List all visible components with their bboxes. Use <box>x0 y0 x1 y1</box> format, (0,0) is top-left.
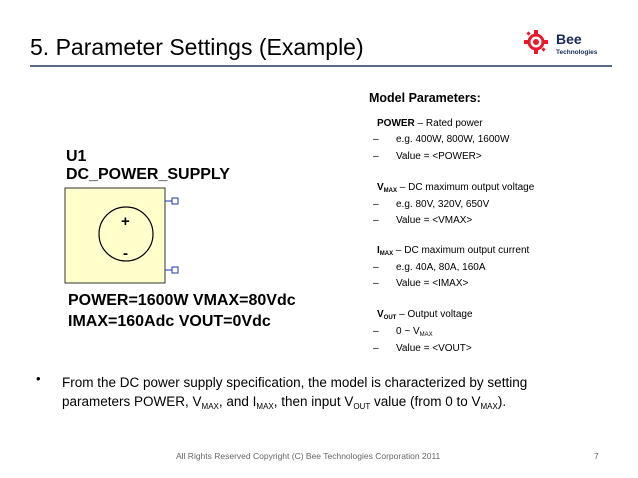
dash: – <box>417 118 424 129</box>
bullet-text: From the DC power supply specification, the model is characterized by setting parameters POWER, $V_{MAX}$, and $I_{MAX}$, then input $V_{OUT}$ value (from 0 to $V_{MAX}$). <box>62 375 528 411</box>
param-vout-range: – 0 ~ $V_{MAX}$ <box>373 326 433 338</box>
schematic-params-line2: IMAX=160Adc VOUT=0Vdc <box>68 313 271 330</box>
dc-power-supply-symbol <box>60 186 190 290</box>
bee-logo-icon <box>524 30 548 54</box>
param-imax-heading: $I_{MAX}$ – DC maximum output current <box>377 245 530 257</box>
title-divider <box>30 65 612 67</box>
param-imax-example: – e.g. 40A, 80A, 160A <box>373 262 486 273</box>
param-imax-desc: DC maximum output current <box>404 245 530 256</box>
param-vmax-desc: DC maximum output voltage <box>408 182 535 193</box>
bullet-marker: • <box>36 371 41 386</box>
param-vmax-example: – e.g. 80V, 320V, 650V <box>373 199 490 210</box>
schematic-part-name: DC_POWER_SUPPLY <box>66 166 230 183</box>
param-power-value: – Value = <POWER> <box>373 151 482 162</box>
pin-positive[interactable] <box>172 198 178 204</box>
logo-subtext: Technologies <box>556 49 598 56</box>
page-number: 7 <box>594 451 599 461</box>
model-parameters-heading: Model Parameters: <box>369 91 481 105</box>
footer-copyright: All Rights Reserved Copyright (C) Bee Technologies Corporation 2011 <box>176 451 441 461</box>
param-power-desc: Rated power <box>425 118 483 129</box>
logo-text: Bee <box>556 31 582 47</box>
param-power-name: POWER <box>377 118 415 129</box>
param-power-heading <box>377 118 483 129</box>
slide-title: 5. Parameter Settings (Example) <box>30 34 364 60</box>
schematic-params-line1: POWER=1600W VMAX=80Vdc <box>68 292 296 309</box>
param-vout-desc: Output voltage <box>407 309 473 320</box>
schematic-ref: U1 <box>66 148 87 165</box>
symbol-body <box>65 188 165 283</box>
param-vout-value: – Value = <VOUT> <box>373 343 472 354</box>
param-vmax-heading: $V_{MAX}$ – DC maximum output voltage <box>377 182 535 194</box>
bee-technologies-logo <box>522 28 612 58</box>
plus-sign: + <box>121 213 130 230</box>
param-vmax-value: – Value = <VMAX> <box>373 215 473 226</box>
param-power-example: – e.g. 400W, 800W, 1600W <box>373 134 510 145</box>
param-imax-value: – Value = <IMAX> <box>373 278 469 289</box>
minus-sign: - <box>123 245 128 262</box>
param-vout-heading: $V_{OUT}$ – Output voltage <box>377 309 473 321</box>
pin-negative[interactable] <box>172 267 178 273</box>
